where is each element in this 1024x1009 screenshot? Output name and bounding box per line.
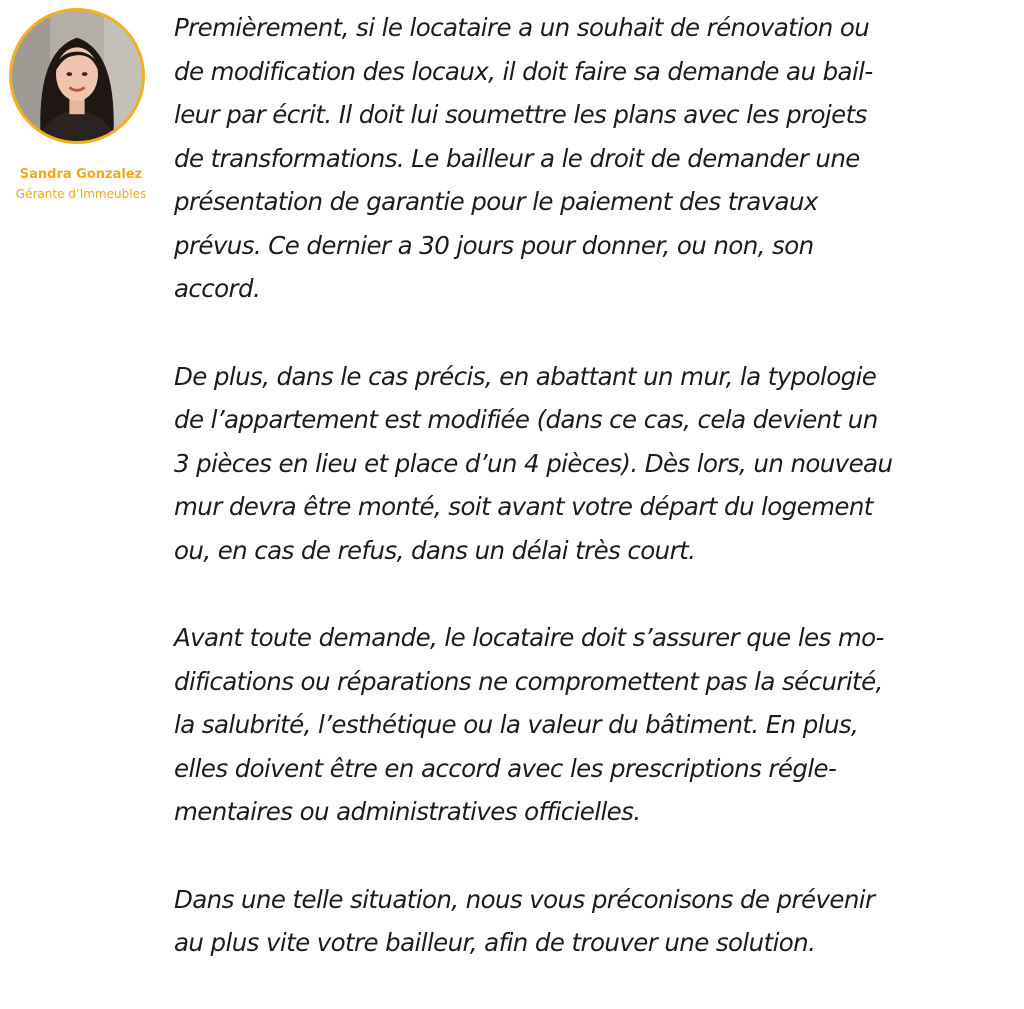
text-line: Avant toute demande, le locataire doit s’assurer que les mo- bbox=[174, 623, 884, 652]
paragraph bbox=[174, 355, 1019, 573]
person-portrait-icon bbox=[12, 11, 142, 141]
text-line: De plus, dans le cas précis, en abattant un mur, la typologie bbox=[174, 361, 877, 391]
text-line: difications ou réparations ne compromettent pas la sécurité, bbox=[174, 666, 883, 696]
text-line: mentaires ou administratives officielles. bbox=[174, 797, 641, 826]
text-line: au plus vite votre bailleur, afin de trouver une solution. bbox=[174, 928, 816, 957]
paragraph bbox=[174, 616, 1019, 834]
paragraph bbox=[174, 878, 1019, 965]
article-body bbox=[174, 6, 1019, 1009]
paragraph bbox=[174, 6, 1019, 311]
text-line: la salubrité, l’esthétique ou la valeur du bâtiment. En plus, bbox=[174, 710, 859, 739]
text-line: Premièrement, si le locataire a un souhait de rénovation ou bbox=[174, 13, 870, 42]
text-line: prévus. Ce dernier a 30 jours pour donner, ou non, son bbox=[174, 230, 814, 260]
text-line: de transformations. Le bailleur a le droit de demander une bbox=[174, 143, 860, 173]
text-line: mur devra être monté, soit avant votre départ du logement bbox=[174, 492, 873, 521]
author-name: Sandra Gonzalez bbox=[19, 167, 143, 182]
text-line: elles doivent être en accord avec les prescriptions régle- bbox=[174, 753, 837, 783]
text-line: accord. bbox=[174, 274, 261, 303]
text-line: ou, en cas de refus, dans un délai très court. bbox=[174, 535, 696, 565]
text-line: 3 pièces en lieu et place d’un 4 pièces). Dès lors, un nouveau bbox=[174, 448, 893, 478]
avatar bbox=[9, 8, 145, 144]
author-role: Gérante d’Immeubles bbox=[15, 187, 147, 201]
text-line: leur par écrit. Il doit lui soumettre les plans avec les projets bbox=[174, 100, 867, 129]
text-line: de modification des locaux, il doit faire sa demande au bail- bbox=[174, 56, 873, 86]
text-line: Dans une telle situation, nous vous préconisons de prévenir bbox=[174, 884, 875, 914]
text-line: de l’appartement est modifiée (dans ce cas, cela devient un bbox=[174, 405, 878, 434]
text-line: présentation de garantie pour le paiement des travaux bbox=[174, 187, 818, 216]
